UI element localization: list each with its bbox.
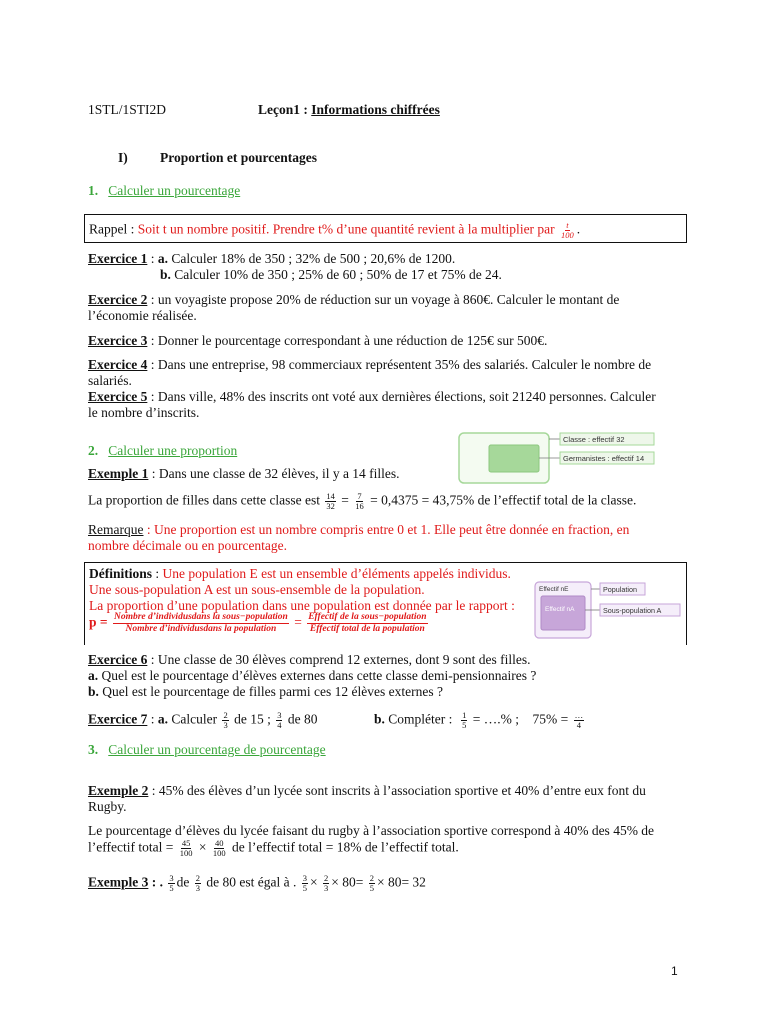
fraction: $\frac{\dots}{4}$ [574, 710, 584, 730]
pdp-line2: l’effectif total = $\frac{45}{100}$ × $\frac{40}{100}$ de l’effectif total = 18% de l’effectif total. [88, 838, 459, 858]
fraction: $\frac{2}{3}$ [195, 873, 200, 893]
fraction: $\frac{40}{100}$ [212, 838, 226, 858]
population-label: Population [603, 585, 637, 594]
rappel-text: Rappel : Soit t un nombre positif. Prendre t% d’une quantité revient à la multiplier par $\frac{t}{100}$ . [89, 220, 581, 240]
exercise-7: Exercice 7 : a. Calculer $\frac{2}{3}$ de 15 ; $\frac{3}{4}$ de 80 [88, 710, 318, 730]
example-1: Exemple 1 : Dans une classe de 32 élèves, il y a 14 filles. [88, 466, 400, 481]
definitions-line3: La proportion d’une population dans une population est donnée par le rapport : [89, 598, 515, 613]
fraction: $\frac{1}{5}$ [462, 710, 467, 730]
definitions-formula: p = $\frac{\text{Nombre d’individusdans la sous−population}}{\text{Nombre d’individusdans la population}}$ = $\frac{\text{Effectif de la sous−population}}{\text{Effectif total de la population}}$ [89, 612, 427, 634]
subsection-heading-2: 2. Calculer une proportion [88, 443, 238, 458]
fraction: $\frac{45}{100}$ [179, 838, 193, 858]
example-3: Exemple 3 : . $\frac{3}{5}$ de $\frac{2}{3}$ de 80 est égal à . $\frac{3}{5}$ × $\frac{2}{3}$ × 80= $\frac{2}{5}$ × 80= 32 [88, 873, 426, 893]
exercise-6-b: b. Quel est le pourcentage de filles parmi ces 12 élèves externes ? [88, 684, 443, 699]
exercise-4: Exercice 4 : Dans une entreprise, 98 commerciaux représentent 35% des salariés. Calculer le nombre de [88, 357, 652, 372]
section-title: Proportion et pourcentages [160, 150, 317, 165]
lesson-title: Informations chiffrées [311, 102, 440, 117]
exercise-6: Exercice 6 : Une classe de 30 élèves comprend 12 externes, dont 9 sont des filles. [88, 652, 531, 667]
fraction: $\frac{2}{5}$ [369, 873, 374, 893]
population-effectif-label: Effectif nE [539, 586, 569, 593]
section-number: I) [118, 150, 128, 165]
exercise-6-a: a. Quel est le pourcentage d’élèves externes dans cette classe demi-pensionnaires ? [88, 668, 537, 683]
subsection-heading-1: 1. Calculer un pourcentage [88, 183, 241, 198]
example-2-line2: Rugby. [88, 799, 127, 814]
exercise-3: Exercice 3 : Donner le pourcentage correspondant à une réduction de 125€ sur 500€. [88, 333, 548, 348]
exercise-5-line2: le nombre d’inscrits. [88, 405, 200, 420]
set-diagram-population [534, 580, 684, 640]
exercise-4-line2: salariés. [88, 373, 132, 388]
fraction: $\frac{3}{4}$ [277, 710, 282, 730]
fraction: $\frac{14}{32}$ [326, 491, 335, 511]
fraction: $\frac{2}{3}$ [323, 873, 329, 893]
subpopulation-rect [541, 596, 585, 630]
subsection-heading-3: 3. Calculer un pourcentage de pourcentage [88, 742, 326, 757]
exercise-1: Exercice 1 : a. Calculer 18% de 350 ; 32% de 500 ; 20,6% de 1200. [88, 251, 456, 266]
exercise-1-b: b. Calculer 10% de 350 ; 25% de 60 ; 50% de 17 et 75% de 24. [160, 267, 502, 282]
lesson-heading: Leçon1 : Informations chiffrées [258, 102, 440, 117]
exercise-2: Exercice 2 : un voyagiste propose 20% de réduction sur un voyage à 860€. Calculer le montant de [88, 292, 620, 307]
proportion-line: La proportion de filles dans cette classe est $\frac{14}{32}$ = $\frac{7}{16}$ = 0,4375 = 43,75% de l’effectif total de la classe. [88, 491, 637, 511]
outer-set-label: Classe : effectif 32 [563, 435, 625, 444]
fraction: $\frac{\text{Nombre d’individusdans la sous−population}}{\text{Nombre d’individusdans la population}}$ [113, 612, 288, 634]
exercise-7-b: b. Compléter : $\frac{1}{5}$ = ….% ; 75% = $\frac{\dots}{4}$ [374, 710, 584, 730]
exercise-2-line2: l’économie réalisée. [88, 308, 197, 323]
set-diagram-class [458, 430, 658, 486]
inner-set-label: Germanistes : effectif 14 [563, 454, 645, 463]
page-number: 1 [671, 964, 678, 978]
course-code: 1STL/1STI2D [88, 102, 167, 117]
subpopulation-effectif-label: Effectif nA [545, 606, 575, 613]
example-2: Exemple 2 : 45% des élèves d’un lycée sont inscrits à l’association sportive et 40% d’entre eux font du [88, 783, 646, 798]
remark-line2: nombre décimale ou en pourcentage. [88, 538, 288, 553]
fraction: $\frac{2}{3}$ [223, 710, 228, 730]
fraction: $\frac{3}{5}$ [169, 873, 174, 893]
fraction: $\frac{7}{16}$ [355, 491, 364, 511]
fraction: $\frac{\text{Effectif de la sous−population}}{\text{Effectif total de la population}}$ [308, 612, 427, 634]
definitions-line1: Définitions : Une population E est un ensemble d’éléments appelés individus. [89, 566, 511, 581]
fraction: $\frac{3}{5}$ [302, 873, 307, 893]
inner-set-rect [489, 445, 539, 472]
pdp-line1: Le pourcentage d’élèves du lycée faisant du rugby à l’association sportive correspond à 40% des 45% de [88, 823, 655, 838]
definitions-line2: Une sous-population A est un sous-ensemble de la population. [89, 582, 425, 597]
exercise-5: Exercice 5 : Dans ville, 48% des inscrits ont voté aux dernières élections, soit 21240 personnes. Calculer [88, 389, 656, 404]
remark: Remarque : Une proportion est un nombre compris entre 0 et 1. Elle peut être donnée en fraction, en [88, 522, 630, 537]
subpopulation-label: Sous-population A [603, 606, 662, 615]
fraction: $\frac{t}{100}$ [561, 220, 574, 240]
